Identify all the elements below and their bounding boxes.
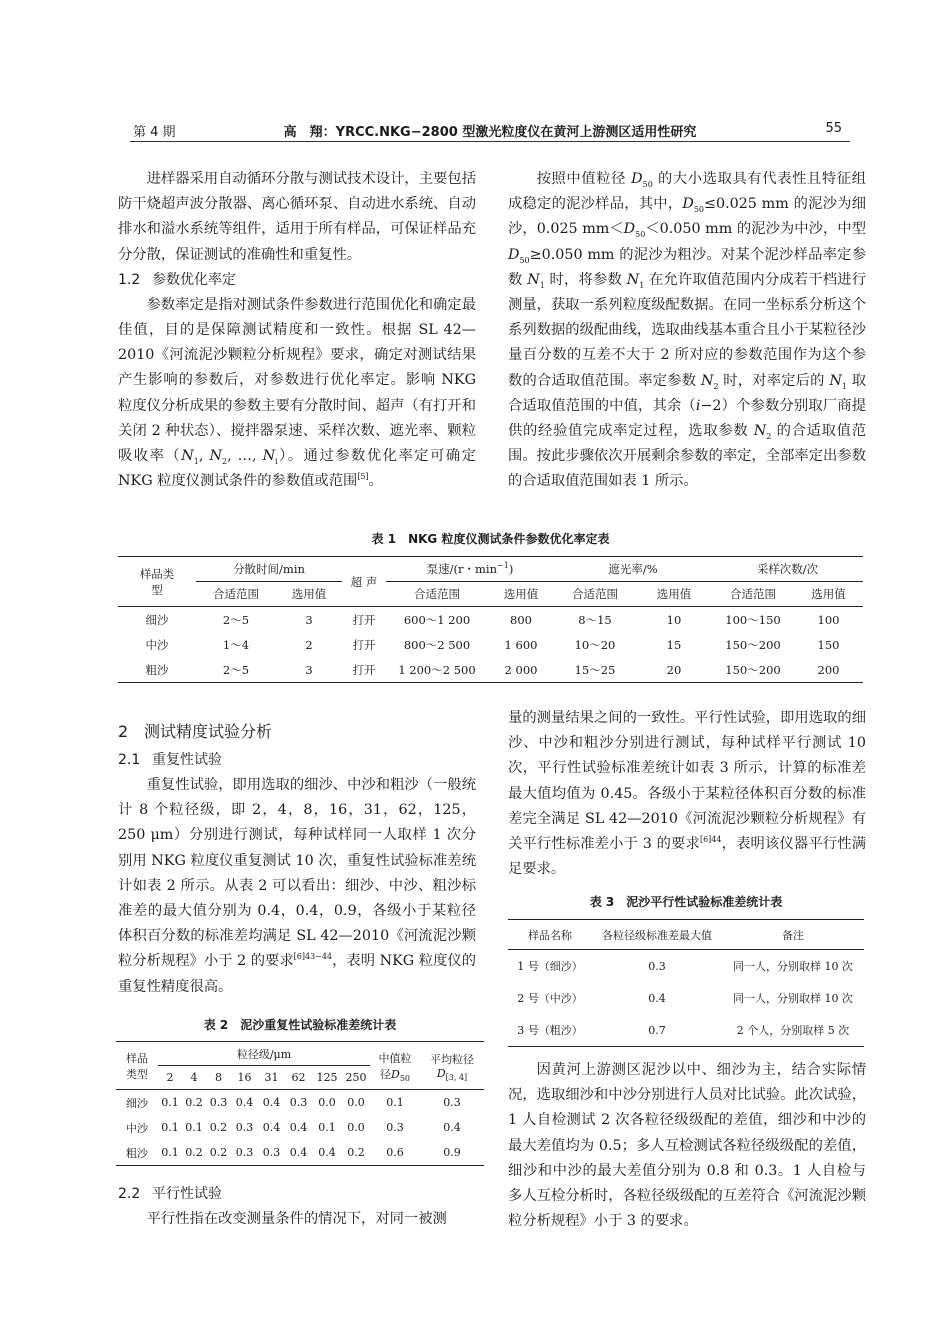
cell: 中沙 [126, 1121, 148, 1135]
sub: 50 [693, 205, 704, 215]
cell: 600～1 200 [386, 607, 488, 633]
text-run: ＜0.050 mm 的泥沙为中沙，中型 [645, 221, 866, 238]
text-run: 时，将参数 [544, 271, 627, 288]
section-title: 测试精度试验分析 [144, 722, 273, 741]
cell: 粗沙 [145, 662, 169, 677]
sub: 2 [766, 431, 772, 441]
text-run: −2）个参数分别取厂商提供的经验值完成率定过程，选取参数 [508, 397, 867, 440]
cell: 打开 [352, 637, 376, 652]
paragraph-repeatability [118, 773, 476, 1000]
grain-header: 250 [345, 1071, 367, 1084]
cell: 0.4 [262, 1121, 281, 1134]
grain-header: 62 [291, 1071, 306, 1084]
text-run: 。 [368, 473, 383, 490]
header-mean [420, 1042, 484, 1090]
cell: 0.4 [289, 1121, 308, 1134]
cell: 3 号（粗沙） [517, 1024, 583, 1037]
cell: 20 [666, 662, 682, 677]
cell: 同一人，分别取样 10 次 [733, 992, 853, 1005]
text-run: 参数率定是指对测试条件参数进行范围优化和确定最佳值，目的是保障测试精度和一致性。根据 SL 42—2010《河流泥沙颗粒分析规程》要求，确定对测试结果产生影响的参数后，对参数进行优化率定。影响 NKG 粒度仪分析成果的参数主要有分散时间、超声（有打开和关闭 2 种状态）、搅拌器泵速、采样次数、遮光率、颗粒吸收率（ [118, 296, 476, 465]
header-sample-type: 样品类型 [139, 566, 175, 597]
text-run: 重复性试验，即用选取的细沙、中沙和粗沙（一般统计 8 个粒径级，即 2，4，8，16，31，62，125，250 μm）分别进行测试，每种试样同一人取样 1 次分别用 NKG 粒度仪重复测试 10 次，重复性试验标准差统计如表 2 所示。从表 2 可以看出：细沙、中沙、粗沙标准差的最大值分别为 0.4，0.4，0.9，各级小于某粒径体积百分数的标准差均满足 SL 42—2010《河流泥沙颗粒分析规程》小于 2 的要求 [118, 777, 476, 970]
header-note: 备注 [722, 920, 864, 950]
sub: 1 [193, 456, 199, 466]
text-run: 平均粒径 [430, 1053, 474, 1066]
var-n: N [626, 271, 640, 288]
subheader-range: 合适范围 [572, 587, 618, 601]
text-run: 的合适取值范围。按此步骤依次开展剩余参数的率定，全部率定出参数的合适取值范围如表 1 所示。 [508, 423, 866, 490]
issue-number: 第 4 期 [133, 125, 176, 140]
cell: 2 000 [504, 662, 538, 677]
header-sample-type: 样品类型 [126, 1051, 148, 1081]
header-grain-size: 粒径级/μm [158, 1042, 370, 1066]
header-ultrasound: 超 声 [350, 574, 378, 589]
cell: 0.0 [312, 1090, 342, 1116]
section-2-heading [118, 719, 476, 744]
var-d: D [390, 1067, 400, 1081]
cell: 0.1 [370, 1090, 420, 1116]
table-row [116, 1090, 484, 1116]
cell: 0.9 [443, 1146, 461, 1159]
table-2-caption: 表 2 泥沙重复性试验标准差统计表 [203, 1018, 397, 1032]
cell: 8～15 [554, 607, 636, 633]
subheader-range: 合适范围 [213, 587, 259, 601]
citation: [5] [357, 472, 369, 482]
cell: 10～20 [574, 637, 616, 652]
section-number: 2.1 [118, 752, 141, 768]
var-n: N [753, 423, 767, 440]
right-column-lower [508, 706, 866, 882]
text-run: ）。通过参数优化率定可确定 NKG 粒度仪测试条件的参数值或范围 [118, 448, 477, 490]
subheader-value: 选用值 [811, 587, 846, 601]
sep: , [251, 448, 263, 465]
cell: 0.3 [648, 959, 666, 973]
cell: 细沙 [118, 607, 196, 633]
cell: 15～25 [574, 662, 616, 677]
header-disperse-time: 分散时间/min [196, 557, 342, 582]
cell: 800～2 500 [403, 637, 471, 652]
paragraph-injector: 进样器采用自动循环分散与测试技术设计，主要包括防干烧超声波分散器、离心循环泵、自动进水系统、自动排水和溢水系统等组件，适用于所有样品，可保证样品充分分散，保证测试的准确性和重复性。 [118, 171, 476, 263]
var-i: i [695, 397, 701, 414]
table-row [118, 607, 863, 633]
cell: 0.4 [318, 1146, 336, 1159]
cell: 0.7 [648, 1023, 666, 1037]
table-row [116, 1115, 484, 1140]
var-n: N [829, 372, 842, 389]
text-run: 中值粒径 [378, 1051, 412, 1081]
section-title: 平行性试验 [152, 1186, 222, 1202]
text-run: ，表明 NKG 粒度仪的重复性精度很高。 [118, 953, 477, 995]
table-row [508, 950, 864, 983]
cell: 0.1 [161, 1146, 179, 1159]
cell: 1 600 [504, 637, 538, 652]
sup: −1 [497, 561, 509, 571]
cell: 0.1 [158, 1090, 182, 1116]
grain-header: 2 [166, 1071, 174, 1084]
cell: 0.3 [262, 1146, 281, 1159]
cell: 0.6 [386, 1146, 404, 1159]
cell: 中沙 [145, 637, 169, 652]
cell: 细沙 [116, 1090, 158, 1116]
table-row [116, 1140, 484, 1166]
cell: 2～5 [222, 662, 250, 677]
subheader-value: 选用值 [656, 587, 692, 601]
header-pump-speed [386, 557, 554, 582]
sub: 1 [539, 280, 545, 290]
var-n: N [209, 448, 222, 465]
section-1-2-heading [118, 268, 476, 293]
section-title: 参数优化率定 [152, 271, 236, 288]
cell: 10 [636, 607, 712, 633]
subheader-range: 合适范围 [414, 587, 460, 601]
sub: 2 [221, 456, 228, 466]
text-run: 时，对率定后的 [718, 372, 830, 389]
cell: 0.4 [258, 1090, 285, 1116]
right-column-bottom [508, 1058, 866, 1234]
citation: [6]44 [699, 835, 722, 845]
text-run: 量的测量结果之间的一致性。平行性试验，即用选取的细沙、中沙和粗沙分别进行测试，每种试样平行测试 10 次，平行性试验标准差统计如表 3 所示，计算的标准差最大值均值为 0.45。各级小于某粒径体积百分数的标准差完全满足 SL 42—2010《河流泥沙颗粒分析规程》有关平行性标准差小于 3 的要求 [508, 710, 866, 853]
cell: 0.4 [443, 1121, 461, 1134]
text-run: 泵速/(r・min [426, 562, 498, 576]
running-header [130, 121, 850, 142]
cell: 0.1 [185, 1121, 203, 1134]
section-2-1-heading [118, 748, 476, 773]
sub: 2 [713, 381, 719, 391]
section-number: 2 [118, 722, 129, 741]
subheader-range: 合适范围 [730, 587, 776, 601]
header-median [370, 1042, 420, 1090]
cell: 打开 [342, 607, 386, 633]
var-d: D [631, 171, 643, 187]
text-run: 的大小选取具有代表性且特征组成稳定的泥沙样品，其中， [508, 171, 867, 213]
cell: 0.0 [342, 1090, 370, 1116]
cell: 0.1 [161, 1121, 179, 1134]
cell: 粗沙 [126, 1146, 148, 1160]
cell: 0.3 [386, 1121, 404, 1134]
cell: 200 [817, 662, 840, 677]
cell: 0.4 [231, 1090, 258, 1116]
section-title: 重复性试验 [152, 752, 222, 768]
table-2 [116, 1041, 484, 1166]
var-d: D [508, 246, 520, 263]
var-n: N [700, 372, 714, 389]
sub: 50 [642, 179, 653, 189]
cell: 1 号（细沙） [517, 960, 583, 973]
paragraph-parallel [508, 706, 866, 882]
cell: 0.3 [235, 1121, 254, 1134]
table-3 [508, 919, 864, 1047]
var-d: D [623, 221, 636, 238]
cell: 2 [305, 637, 313, 652]
header-sample-times: 采样次数/次 [712, 557, 863, 582]
cell: 100～150 [712, 607, 794, 633]
text-run: ≥0.050 mm 的泥沙为粗沙。对某个泥沙样品率定参数 [508, 246, 866, 288]
var-n: N [262, 448, 276, 465]
sub: 1 [841, 381, 847, 391]
text-run: 取合适取值范围的中值，其余（ [508, 372, 867, 414]
header-max-std: 各粒径级标准差最大值 [592, 920, 722, 950]
sub: i [275, 456, 278, 466]
sub: 50 [519, 255, 530, 265]
table-row [118, 657, 863, 683]
table-row [118, 632, 863, 657]
table-1-caption: 表 1 NKG 粒度仪测试条件参数优化率定表 [371, 532, 610, 546]
cell: 0.2 [209, 1121, 228, 1134]
article-title: 高 翔：YRCC.NKG−2800 型激光粒度仪在黄河上游测区适用性研究 [283, 125, 697, 140]
header-sample-name: 样品名称 [508, 920, 592, 950]
cell: 2 个人，分别取样 5 次 [736, 1024, 850, 1037]
grain-header: 16 [237, 1071, 252, 1084]
cell: 3 [305, 662, 313, 677]
text-run: ) [508, 562, 514, 576]
cell: 150～200 [725, 662, 781, 677]
cell: 0.2 [209, 1146, 228, 1159]
table-1 [118, 556, 863, 683]
cell: 0.4 [289, 1146, 308, 1159]
grain-header: 31 [264, 1071, 279, 1084]
section-number: 2.2 [118, 1186, 141, 1202]
var-n: N [181, 448, 194, 465]
subheader-value: 选用值 [503, 587, 539, 601]
cell: 150 [817, 637, 840, 652]
cell: 800 [488, 607, 554, 633]
cell: 0.2 [347, 1146, 365, 1159]
cell: 同一人，分别取样 10 次 [733, 960, 853, 973]
sep: , [227, 448, 238, 465]
var-d: D [436, 1067, 446, 1080]
cell: 15 [666, 637, 682, 652]
header-shade-rate: 遮光率/% [554, 557, 712, 582]
grain-header: 8 [215, 1071, 222, 1084]
text-run: 在允许取值范围内分成若干档进行测量，获取一系列粒度级配数据。在同一坐标系分析这个系列数据的级配曲线，选取曲线基本重合且小于某粒径沙量百分数的互差不大于 2 所对应的参数范围作为这个参数的合适取值范围。率定参数 [508, 271, 867, 389]
cell: 1 200～2 500 [398, 662, 476, 677]
paragraph-param-calibration [118, 293, 476, 495]
var-d: D [682, 196, 694, 213]
section-2-2-heading [118, 1182, 476, 1207]
cell: 0.4 [648, 991, 666, 1005]
text-run: ，表明该仪器平行性满足要求。 [508, 836, 867, 878]
sub: 50 [399, 1073, 410, 1083]
cell: 1～4 [222, 637, 250, 652]
cell: 0.3 [420, 1090, 484, 1116]
table-3-caption: 表 3 泥沙平行性试验标准差统计表 [589, 895, 783, 909]
cell: 0.2 [182, 1090, 206, 1116]
sub: 1 [639, 280, 645, 290]
cell: 0.2 [185, 1146, 203, 1159]
cell: 2～5 [196, 607, 276, 633]
cell: 0.3 [235, 1146, 254, 1159]
cell: 100 [794, 607, 863, 633]
sep: , [198, 448, 210, 465]
cell: 0.3 [206, 1090, 231, 1116]
cell: 150～200 [725, 637, 781, 652]
text-run: ≤0.025 mm 的泥沙为细沙，0.025 mm＜ [508, 196, 866, 238]
paragraph-parallel-intro: 平行性指在改变测量条件的情况下，对同一被测 [146, 1211, 447, 1227]
paragraph-personnel-comparison: 因黄河上游测区泥沙以中、细沙为主，结合实际情况，选取细沙和中沙分别进行人员对比试验。此次试验，1 人自检测试 2 次各粒径级级配的差值，细沙和中沙的最大差值均为 0.5；多人互检测试各粒径级级配的差值，细沙和中沙的最大差值分别为 0.8 和 0.3。1 人自检与多人互检分析时，各粒径级级配的互差符合《河流泥沙颗粒分析规程》小于 3 的要求。 [508, 1062, 866, 1230]
cell: 打开 [352, 662, 376, 677]
left-column-bottom [118, 1182, 476, 1232]
ellipsis: … [237, 448, 252, 465]
cell: 3 [276, 607, 342, 633]
cell: 0.3 [285, 1090, 312, 1116]
text-run: 按照中值粒径 [536, 171, 632, 187]
cell: 2 号（中沙） [517, 992, 583, 1005]
page-number: 55 [825, 121, 842, 136]
right-column-upper [508, 167, 866, 495]
left-column-lower [118, 719, 476, 1000]
subheader-value: 选用值 [291, 587, 327, 601]
table-row [508, 982, 864, 1014]
left-column-upper [118, 167, 476, 494]
sub: [3, 4] [445, 1073, 468, 1083]
var-n: N [527, 271, 540, 288]
table-row [508, 1014, 864, 1047]
citation: [6]43−44 [293, 952, 333, 962]
grain-header: 125 [316, 1071, 338, 1084]
paragraph-sample-selection [508, 167, 866, 495]
cell: 0.1 [318, 1121, 336, 1134]
cell: 0.0 [347, 1121, 365, 1134]
sub: 50 [635, 230, 646, 240]
section-number: 1.2 [118, 271, 141, 288]
grain-header: 4 [190, 1071, 198, 1084]
